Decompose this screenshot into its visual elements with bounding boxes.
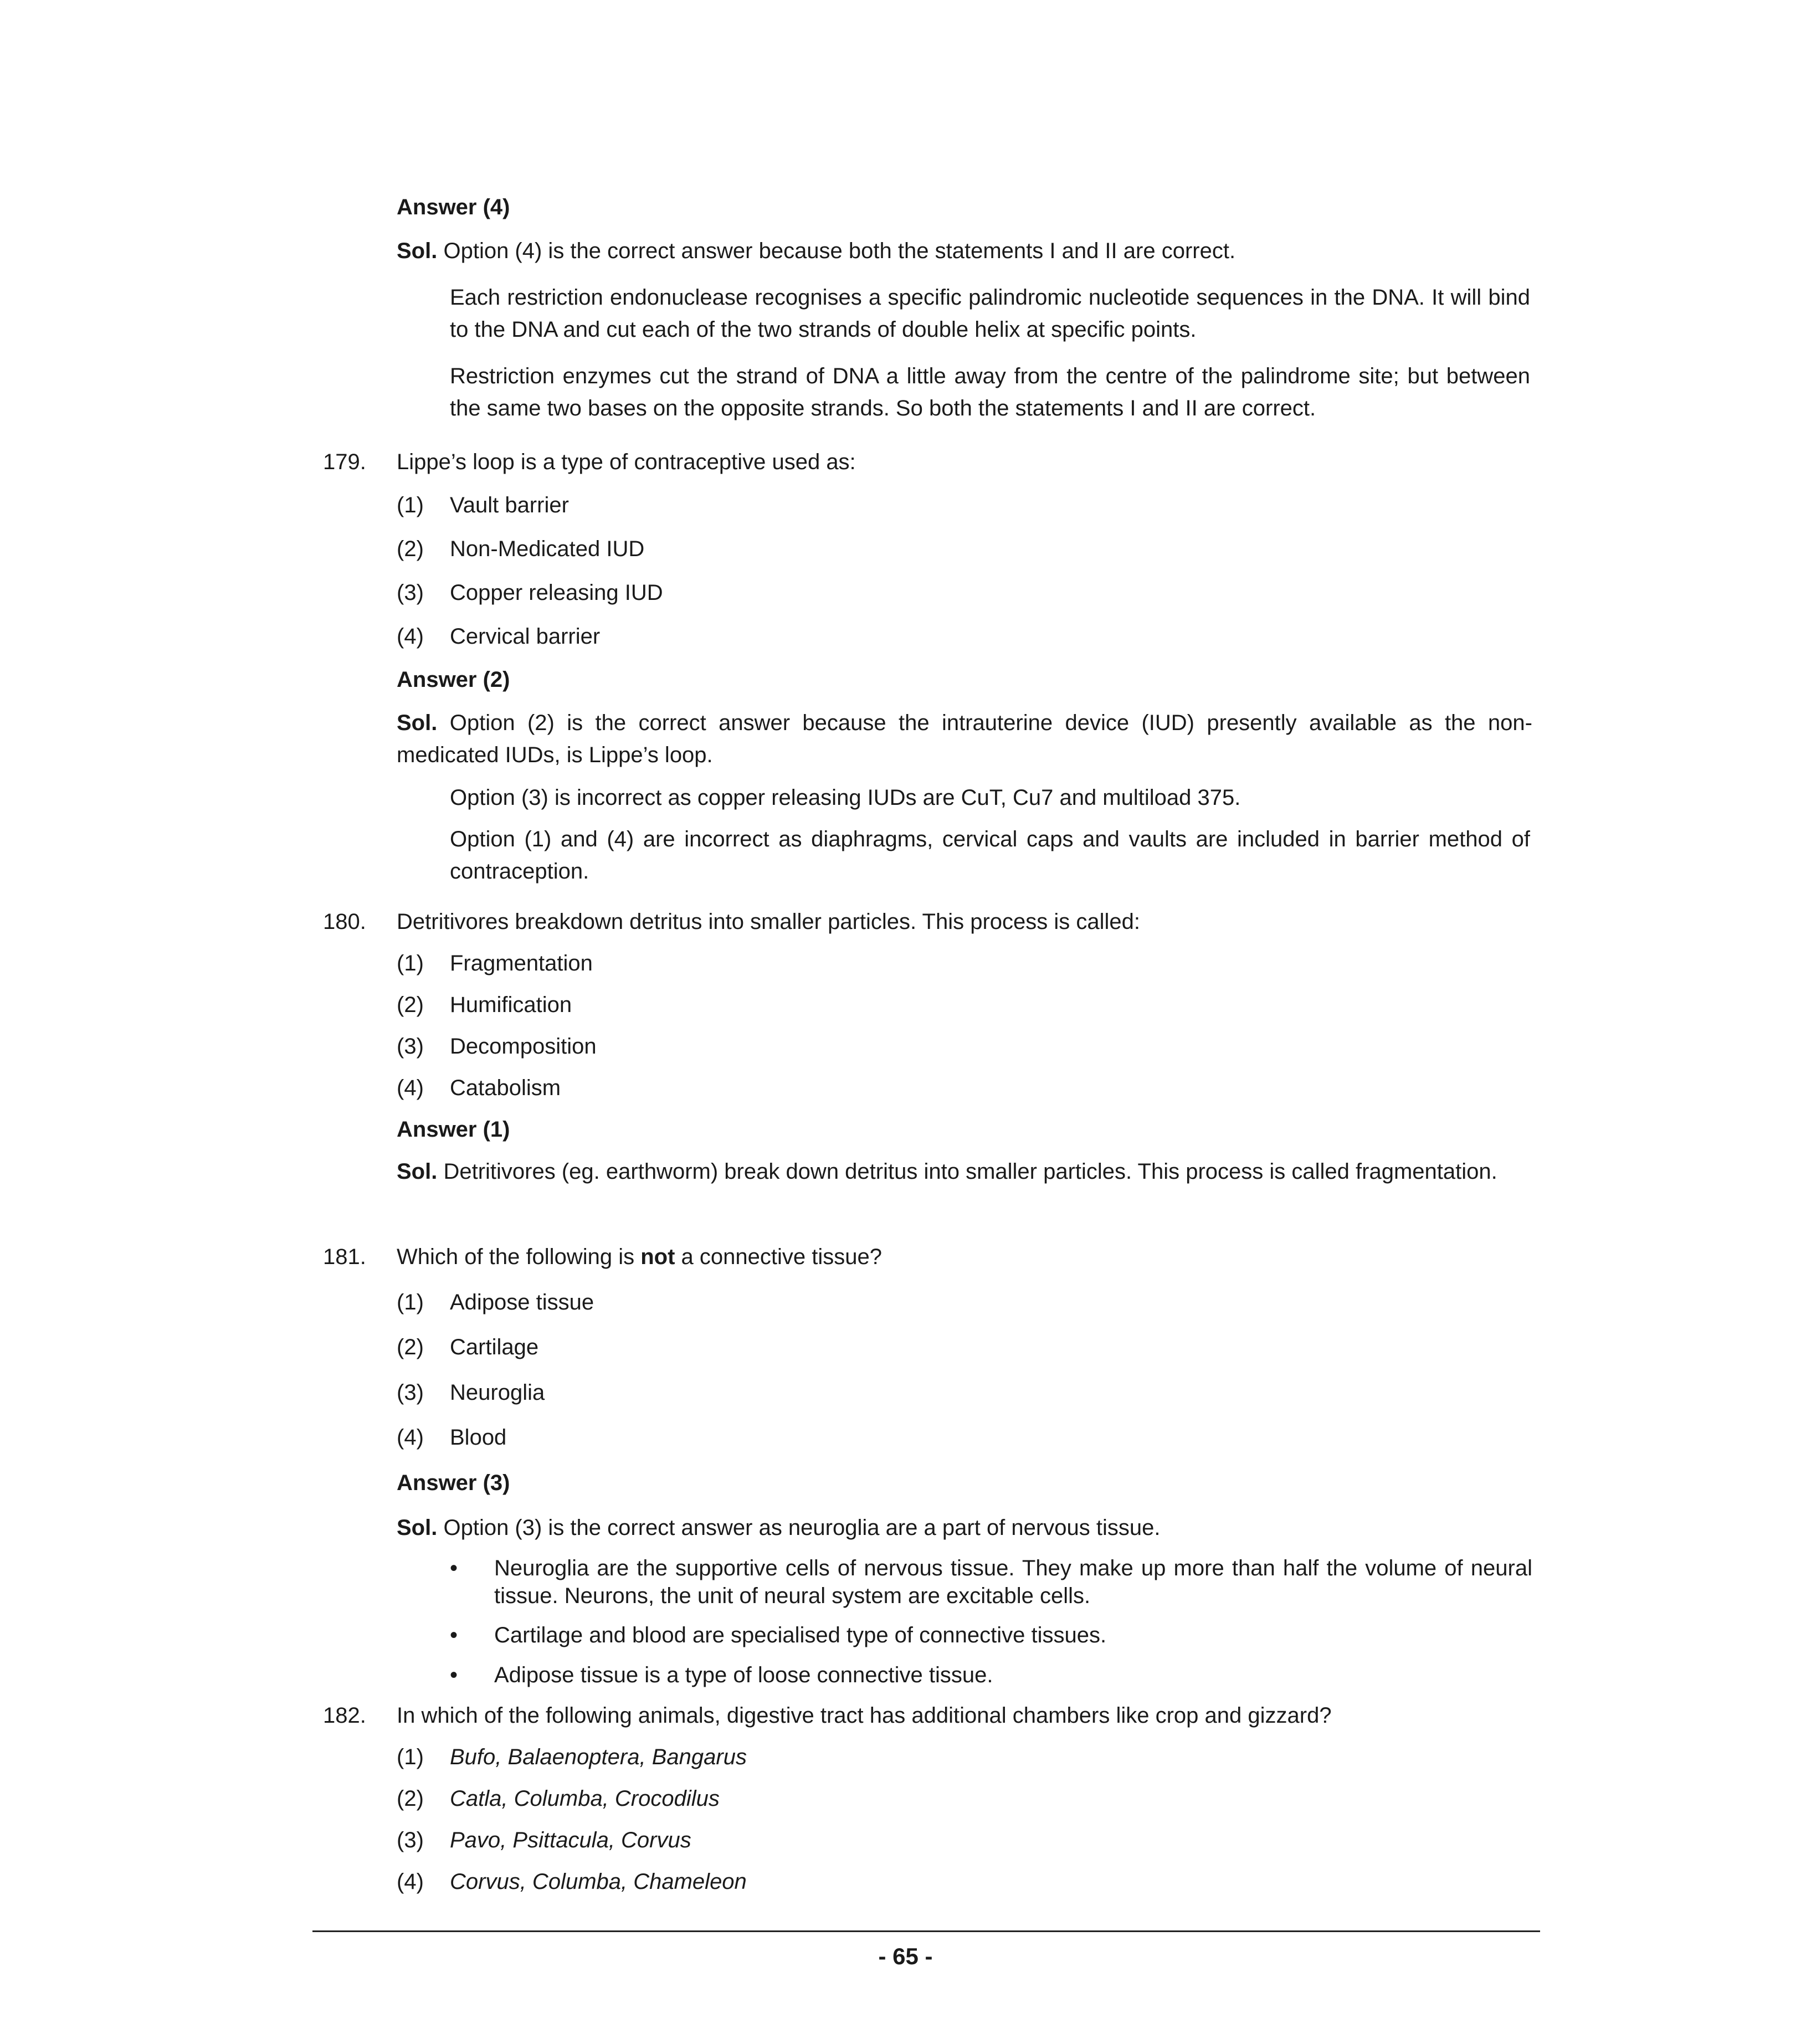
answer-label-179: Answer (2) (397, 667, 510, 692)
option-179-2: (2) Non-Medicated IUD (397, 537, 645, 561)
option-182-2: (2) Catla, Columba, Crocodilus (397, 1786, 720, 1811)
option-179-3: (3) Copper releasing IUD (397, 581, 663, 605)
option-180-3: (3) Decomposition (397, 1034, 597, 1059)
question-number-179: 179. (323, 450, 366, 474)
option-181-4: (4) Blood (397, 1425, 507, 1450)
sol-tag: Sol. (397, 239, 438, 263)
option-182-4: (4) Corvus, Columba, Chameleon (397, 1870, 747, 1894)
question-text-179: Lippe’s loop is a type of contraceptive used as: (397, 450, 856, 474)
solution-bullet-2: • Cartilage and blood are specialised type of connective tissues. (450, 1623, 1107, 1647)
option-179-1: (1) Vault barrier (397, 493, 569, 517)
answer-label-181: Answer (3) (397, 1471, 510, 1495)
option-181-2: (2) Cartilage (397, 1335, 539, 1359)
solution-paragraph-1: Option (3) is incorrect as copper releasing IUDs are CuT, Cu7 and multiload 375. (450, 785, 1241, 810)
sol-tag: Sol. (397, 711, 438, 735)
option-180-2: (2) Humification (397, 993, 572, 1017)
solution-paragraph-1: Each restriction endonuclease recognises a specific palindromic nucleotide sequences in the DNA. It will bind to the DNA and cut each of the two strands of double helix at specific points. (450, 285, 1530, 342)
option-182-3: (3) Pavo, Psittacula, Corvus (397, 1828, 691, 1852)
solution-line-178 (397, 235, 1532, 267)
option-182-1: (1) Bufo, Balaenoptera, Bangarus (397, 1745, 747, 1769)
question-text-180: Detritivores breakdown detritus into smaller particles. This process is called: (397, 910, 1141, 934)
question-text-182: In which of the following animals, digestive tract has additional chambers like crop and gizzard? (397, 1703, 1332, 1728)
footer-divider (312, 1930, 1540, 1932)
sol-tag: Sol. (397, 1516, 438, 1540)
solution-line-179 (397, 707, 1532, 771)
question-number-180: 180. (323, 910, 366, 934)
option-180-1: (1) Fragmentation (397, 951, 593, 975)
option-180-4: (4) Catabolism (397, 1076, 561, 1100)
solution-paragraph-2: Option (1) and (4) are incorrect as diaphragms, cervical caps and vaults are included in barrier method of contraception. (450, 827, 1530, 884)
question-number-182: 182. (323, 1703, 366, 1728)
solution-bullet-3: • Adipose tissue is a type of loose connective tissue. (450, 1663, 993, 1687)
solution-bullet-1: • Neuroglia are the supportive cells of nervous tissue. They make up more than half the volume of neural tissue. Neurons, the unit of neural system are excitable cells. (450, 1556, 1532, 1608)
option-181-1: (1) Adipose tissue (397, 1290, 594, 1314)
question-number-181: 181. (323, 1245, 366, 1269)
solution-text: Detritivores (eg. earthworm) break down detritus into smaller particles. This process is called fragmentation. (443, 1159, 1497, 1184)
solution-text: Option (2) is the correct answer because the intrauterine device (IUD) presently available as the non-medicated IUDs, is Lippe’s loop. (397, 711, 1532, 767)
page-number: - 65 - (878, 1943, 933, 1969)
option-179-4: (4) Cervical barrier (397, 624, 601, 649)
answer-label-178: Answer (4) (397, 195, 510, 219)
solution-text: Option (4) is the correct answer because both the statements I and II are correct. (443, 239, 1236, 263)
solution-line-180 (397, 1155, 1532, 1188)
solution-line-181 (397, 1512, 1532, 1544)
solution-text: Option (3) is the correct answer as neuroglia are a part of nervous tissue. (443, 1516, 1161, 1540)
solution-paragraph-2: Restriction enzymes cut the strand of DNA a little away from the centre of the palindrome site; but between the same two bases on the opposite strands. So both the statements I and II are correct. (450, 364, 1530, 420)
option-181-3: (3) Neuroglia (397, 1380, 545, 1405)
question-text-181: Which of the following is not a connective tissue? (397, 1245, 882, 1269)
answer-label-180: Answer (1) (397, 1117, 510, 1142)
sol-tag: Sol. (397, 1159, 438, 1184)
